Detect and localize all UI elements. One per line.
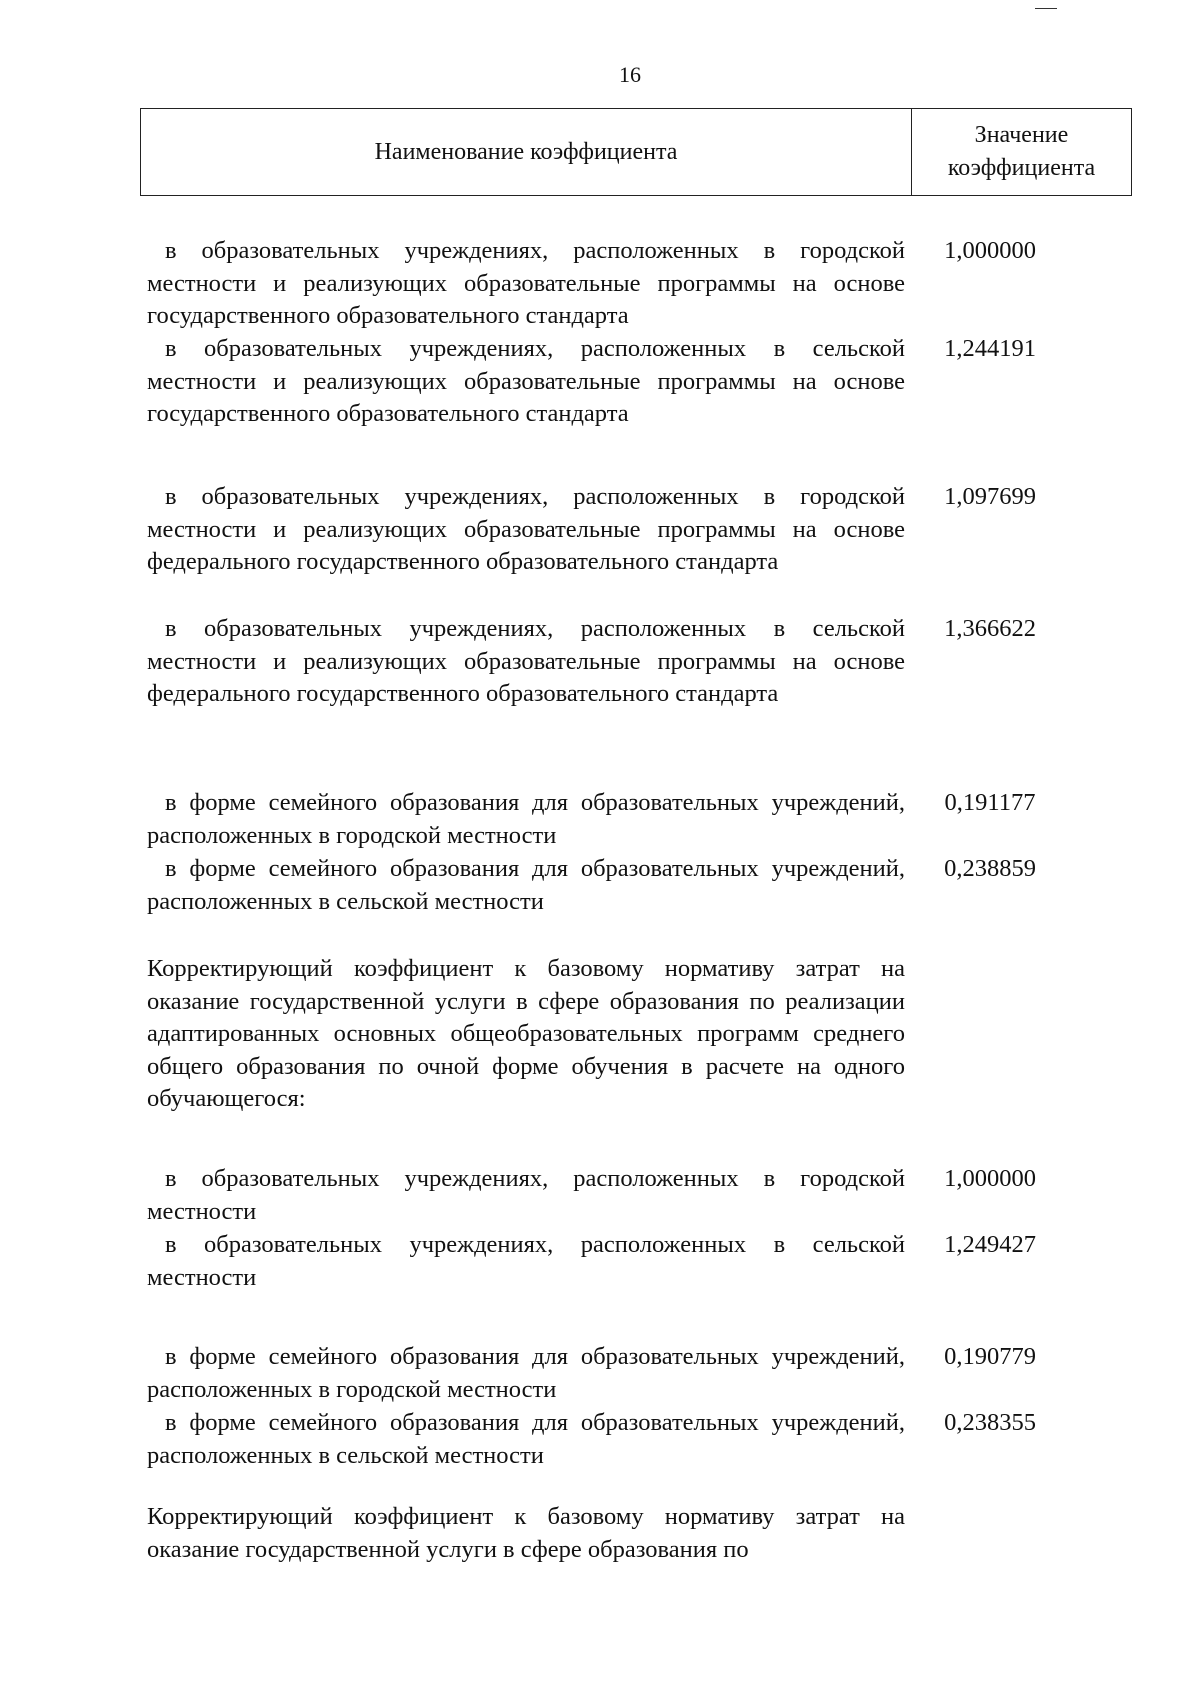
coefficient-name: в образовательных учреждениях, расположенных в сельской местности и реализующих образовательные программы на основе государственного образовательного стандарта	[147, 335, 905, 428]
coefficient-name: в образовательных учреждениях, расположенных в городской местности и реализующих образовательные программы на основе федерального государственного образовательного стандарта	[147, 483, 905, 576]
page-number: 16	[619, 62, 641, 87]
coefficient-value: 0,191177	[944, 789, 1036, 816]
coefficient-name: в форме семейного образования для образовательных учреждений, расположенных в городской местности	[147, 1343, 905, 1403]
coefficient-value: 1,249427	[944, 1231, 1036, 1258]
section-heading-text: Корректирующий коэффициент к базовому нормативу затрат на оказание государственной услуги в сфере образования по реализации адаптированных основных общеобразовательных программ среднего общего образования по очной форме обучения в расчете на одного обучающегося:	[147, 955, 905, 1113]
coefficient-value: 1,000000	[944, 1165, 1036, 1192]
coefficient-value: 1,097699	[944, 483, 1036, 510]
coefficient-name: в образовательных учреждениях, расположенных в городской местности	[147, 1165, 905, 1225]
coefficient-name: в форме семейного образования для образовательных учреждений, расположенных в городской местности	[147, 789, 905, 849]
coefficient-value: 0,190779	[944, 1343, 1036, 1370]
coefficient-name: в форме семейного образования для образовательных учреждений, расположенных в сельской местности	[147, 1409, 905, 1469]
section-heading-text: Корректирующий коэффициент к базовому нормативу затрат на оказание государственной услуги в сфере образования по	[147, 1503, 905, 1563]
coefficient-name: в образовательных учреждениях, расположенных в городской местности и реализующих образовательные программы на основе государственного образовательного стандарта	[147, 237, 905, 330]
coefficient-name: в образовательных учреждениях, расположенных в сельской местности	[147, 1231, 905, 1291]
coefficient-name: в форме семейного образования для образовательных учреждений, расположенных в сельской местности	[147, 855, 905, 915]
coefficient-value: 0,238355	[944, 1409, 1036, 1436]
coefficient-value: 1,366622	[944, 615, 1036, 642]
coefficient-value: 1,244191	[944, 335, 1036, 362]
header-value-column: Значение коэффициента	[947, 122, 1096, 181]
coefficient-value: 0,238859	[944, 855, 1036, 882]
header-name-column: Наименование коэффициента	[374, 138, 678, 165]
coefficient-value: 1,000000	[944, 237, 1036, 264]
coefficient-name: в образовательных учреждениях, расположенных в сельской местности и реализующих образовательные программы на основе федерального государственного образовательного стандарта	[147, 615, 905, 708]
